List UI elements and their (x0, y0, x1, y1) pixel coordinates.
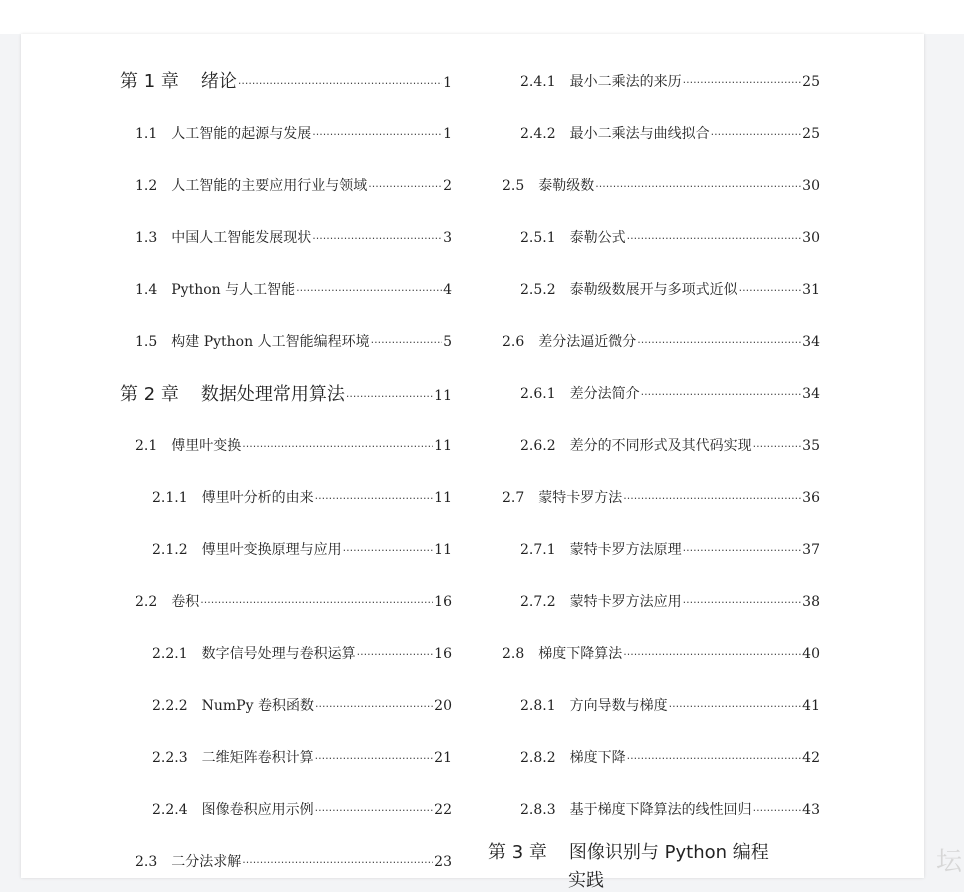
toc-entry[interactable] (520, 801, 820, 820)
toc-entry[interactable] (152, 749, 452, 768)
toc-entry[interactable] (520, 281, 820, 300)
toc-entry-title: 梯度下降算法 (538, 646, 623, 662)
toc-entry-title: Python 与人工智能 (171, 282, 296, 298)
toc-entry-title: 傅里叶变换 (171, 438, 242, 454)
toc-entry-title: 蒙特卡罗方法 (538, 490, 623, 506)
toc-chapter-3[interactable] (488, 842, 769, 864)
toc-entry-number: 第 3 章 (488, 842, 547, 863)
toc-entry-page: 38 (802, 594, 820, 610)
toc-entry-number: 2.7.1 (520, 542, 556, 558)
toc-entry[interactable] (520, 697, 820, 716)
toc-entry-title: 傅里叶分析的由来 (201, 490, 314, 506)
toc-entry-page: 11 (434, 542, 452, 558)
toc-entry[interactable] (520, 749, 820, 768)
toc-entry[interactable] (520, 385, 820, 404)
dot-leader (753, 437, 802, 456)
toc-entry[interactable] (135, 177, 452, 196)
dot-leader (371, 333, 442, 352)
toc-entry-page: 31 (802, 282, 820, 298)
dot-leader (627, 229, 802, 248)
dot-leader (623, 645, 801, 664)
toc-entry-page: 1 (443, 75, 452, 91)
toc-entry[interactable] (502, 177, 820, 196)
toc-entry-title: 蒙特卡罗方法应用 (569, 594, 682, 610)
dot-leader (368, 177, 442, 196)
dot-leader (753, 801, 802, 820)
toc-entry-page: 35 (802, 438, 820, 454)
toc-entry[interactable] (120, 384, 452, 408)
toc-entry-number: 2.5 (502, 178, 525, 194)
toc-entry-number: 2.6.2 (520, 438, 556, 454)
toc-entry[interactable] (152, 541, 452, 560)
dot-leader (315, 749, 434, 768)
dot-leader (357, 645, 434, 664)
toc-entry-page: 21 (434, 750, 452, 766)
toc-entry-number: 2.7.2 (520, 594, 556, 610)
toc-entry-title: 图像识别与 Python 编程 (568, 842, 769, 863)
dot-leader (595, 177, 801, 196)
toc-entry[interactable] (520, 125, 820, 144)
toc-entry-number: 2.7 (502, 490, 525, 506)
toc-entry-page: 25 (802, 126, 820, 142)
toc-entry-title: 泰勒公式 (569, 230, 626, 246)
toc-entry-page: 43 (802, 802, 820, 818)
dot-leader (200, 593, 433, 612)
toc-entry-title: 差分的不同形式及其代码实现 (569, 438, 752, 454)
dot-leader (315, 801, 434, 820)
dot-leader (669, 697, 802, 716)
dot-leader (343, 541, 434, 560)
toc-entry-number: 2.8.3 (520, 802, 556, 818)
dot-leader (346, 385, 433, 408)
toc-entry-number: 2.8 (502, 646, 525, 662)
toc-entry-page: 11 (434, 438, 452, 454)
toc-entry-number: 2.4.1 (520, 74, 556, 90)
toc-entry-page: 34 (802, 386, 820, 402)
toc-entry-title: 二分法求解 (171, 854, 242, 870)
toc-entry[interactable] (135, 125, 452, 144)
toc-entry-title: 傅里叶变换原理与应用 (201, 542, 342, 558)
toc-entry-title: 卷积 (171, 594, 200, 610)
toc-entry-number: 1.4 (135, 282, 158, 298)
toc-entry-number: 2.5.2 (520, 282, 556, 298)
toc-entry-number: 2.6 (502, 334, 525, 350)
toc-entry[interactable] (135, 333, 452, 352)
toc-entry-page: 22 (434, 802, 452, 818)
toc-entry-title: 中国人工智能发展现状 (171, 230, 312, 246)
toc-entry[interactable] (135, 229, 452, 248)
toc-entry[interactable] (520, 541, 820, 560)
toc-entry-title: 数字信号处理与卷积运算 (201, 646, 356, 662)
toc-entry-page: 5 (443, 334, 452, 350)
toc-chapter-3-title-continued: 实践 (568, 870, 604, 891)
toc-entry-title: 数据处理常用算法 (200, 384, 345, 405)
dot-leader (627, 749, 802, 768)
toc-entry[interactable] (520, 437, 820, 456)
toc-entry-number: 2.4.2 (520, 126, 556, 142)
dot-leader (683, 73, 802, 92)
dot-leader (315, 489, 434, 508)
toc-entry-number: 2.1.2 (152, 542, 188, 558)
dot-leader (312, 125, 442, 144)
toc-entry[interactable] (135, 853, 452, 872)
toc-entry[interactable] (520, 229, 820, 248)
toc-entry-title: 梯度下降 (569, 750, 626, 766)
toc-entry-number: 2.1 (135, 438, 158, 454)
toc-entry-page: 30 (802, 178, 820, 194)
dot-leader (683, 593, 802, 612)
toc-entry-page: 1 (443, 126, 452, 142)
toc-entry-page: 16 (434, 594, 452, 610)
dot-leader (242, 853, 433, 872)
toc-entry-page: 41 (802, 698, 820, 714)
toc-entry-page: 11 (434, 490, 452, 506)
toc-entry-page: 30 (802, 230, 820, 246)
watermark-text: 坛 (935, 847, 962, 877)
toc-entry[interactable] (152, 697, 452, 716)
toc-entry-number: 2.2.4 (152, 802, 188, 818)
toc-entry[interactable] (152, 489, 452, 508)
toc-entry-page: 40 (802, 646, 820, 662)
toc-entry[interactable] (502, 489, 820, 508)
dot-leader (637, 333, 801, 352)
toc-entry-number: 2.8.2 (520, 750, 556, 766)
toc-entry-page: 11 (434, 388, 452, 404)
toc-entry-title: 基于梯度下降算法的线性回归 (569, 802, 752, 818)
toc-entry-title: 人工智能的主要应用行业与领域 (171, 178, 368, 194)
toc-entry-title: 泰勒级数展开与多项式近似 (569, 282, 738, 298)
toc-entry-number: 2.2.3 (152, 750, 188, 766)
toc-entry-number: 第 1 章 (120, 71, 179, 92)
toc-entry-number: 2.2.2 (152, 698, 188, 714)
dot-leader (711, 125, 802, 144)
toc-entry-title: 差分法逼近微分 (538, 334, 637, 350)
toc-entry-number: 2.5.1 (520, 230, 556, 246)
toc-entry-title: 差分法简介 (569, 386, 640, 402)
dot-leader (641, 385, 802, 404)
toc-entry-title: NumPy 卷积函数 (201, 698, 314, 714)
toc-entry-title: 人工智能的起源与发展 (171, 126, 312, 142)
dot-leader (238, 72, 442, 95)
toc-entry[interactable] (520, 73, 820, 92)
toc-entry[interactable] (520, 593, 820, 612)
toc-entry-page: 3 (443, 230, 452, 246)
toc-entry-number: 1.3 (135, 230, 158, 246)
toc-entry-page: 4 (443, 282, 452, 298)
dot-leader (242, 437, 433, 456)
toc-entry-number: 1.2 (135, 178, 158, 194)
viewer-top-bar (0, 0, 964, 34)
toc-entry-number: 2.3 (135, 854, 158, 870)
toc-entry[interactable] (120, 71, 452, 95)
toc-entry-title: 绪论 (200, 71, 237, 92)
toc-entry[interactable] (502, 645, 820, 664)
toc-entry-page: 2 (443, 178, 452, 194)
toc-entry[interactable] (135, 437, 452, 456)
toc-entry-title: 蒙特卡罗方法原理 (569, 542, 682, 558)
toc-entry-number: 第 2 章 (120, 384, 179, 405)
toc-entry-title: 二维矩阵卷积计算 (201, 750, 314, 766)
toc-entry-page: 36 (802, 490, 820, 506)
toc-entry-page: 37 (802, 542, 820, 558)
toc-entry-number: 1.5 (135, 334, 158, 350)
toc-entry[interactable] (152, 801, 452, 820)
toc-entry[interactable] (502, 333, 820, 352)
dot-leader (683, 541, 802, 560)
toc-entry-page: 34 (802, 334, 820, 350)
toc-entry[interactable] (135, 281, 452, 300)
toc-entry-title: 图像卷积应用示例 (201, 802, 314, 818)
toc-entry-number: 2.6.1 (520, 386, 556, 402)
dot-leader (312, 229, 442, 248)
toc-entry-title: 构建 Python 人工智能编程环境 (171, 334, 370, 350)
dot-leader (296, 281, 442, 300)
document-page (21, 34, 924, 891)
toc-entry[interactable] (152, 645, 452, 664)
toc-entry-number: 2.8.1 (520, 698, 556, 714)
toc-entry[interactable] (135, 593, 452, 612)
dot-leader (739, 281, 802, 300)
toc-entry-number: 2.2.1 (152, 646, 188, 662)
toc-entry-number: 1.1 (135, 126, 158, 142)
toc-entry-title: 泰勒级数 (538, 178, 595, 194)
dot-leader (623, 489, 801, 508)
toc-entry-page: 16 (434, 646, 452, 662)
dot-leader (315, 697, 433, 716)
toc-entry-page: 25 (802, 74, 820, 90)
toc-entry-page: 23 (434, 854, 452, 870)
toc-entry-page: 42 (802, 750, 820, 766)
toc-entry-title: 最小二乘法与曲线拟合 (569, 126, 710, 142)
toc-entry-title: 最小二乘法的来历 (569, 74, 682, 90)
toc-entry-page: 20 (434, 698, 452, 714)
toc-entry-number: 2.2 (135, 594, 158, 610)
toc-entry-number: 2.1.1 (152, 490, 188, 506)
toc-entry-title: 方向导数与梯度 (569, 698, 668, 714)
